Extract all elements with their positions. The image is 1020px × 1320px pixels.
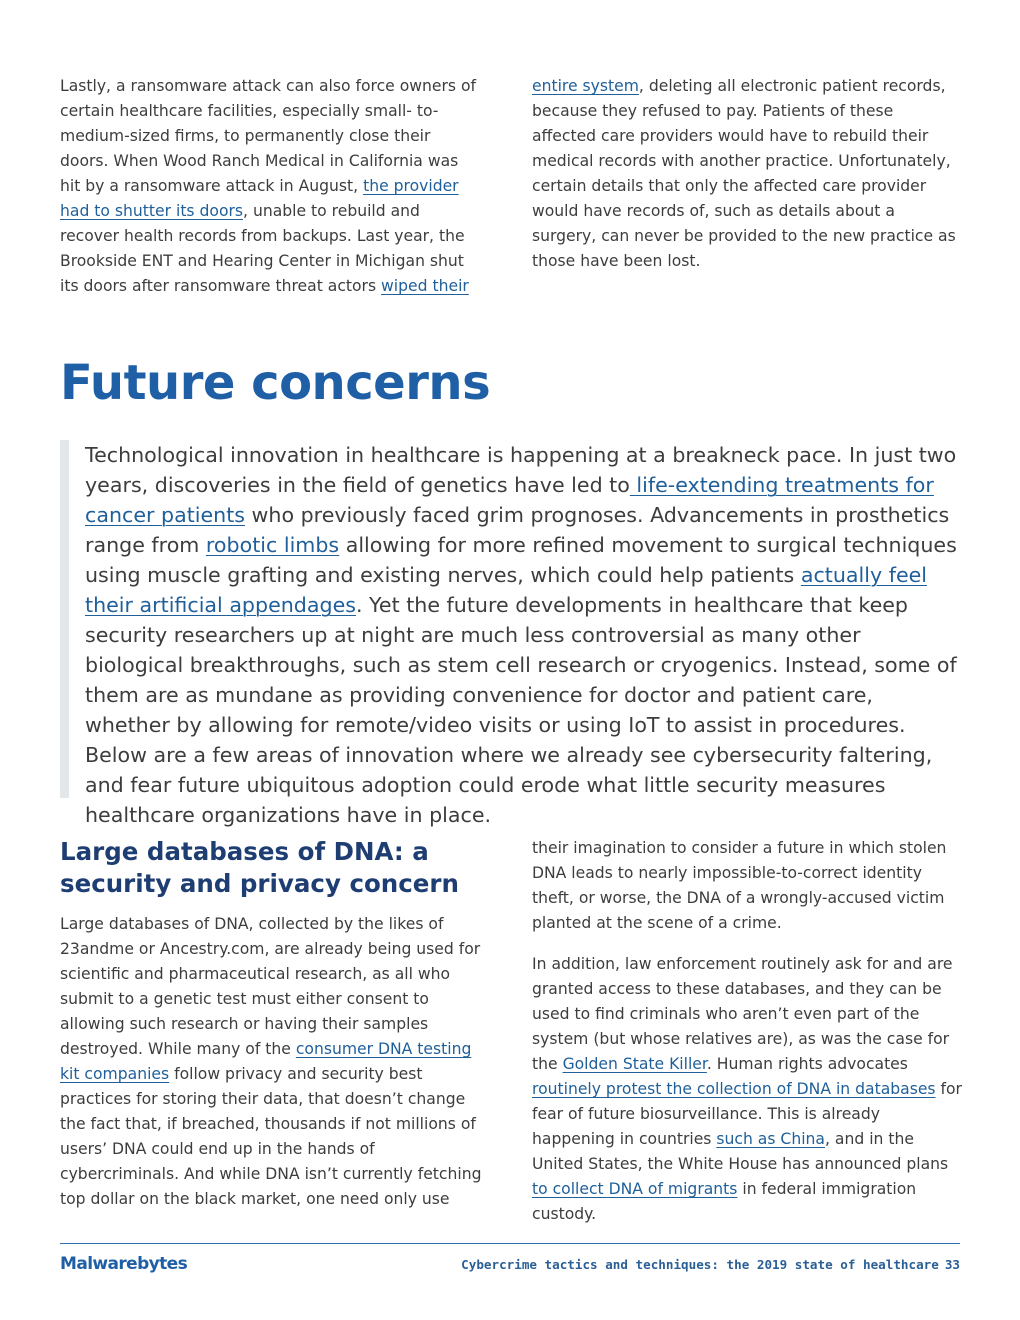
body-text: , deleting all electronic patient records, because they refused to pay. Patients of these affected care providers would have to rebuild their medical records with another practice. Unfortunately, certain details that only the affected care provider would have records of, such as details about a surgery, can never be provided to the new practice as those have been lost.	[532, 77, 956, 270]
quote-text: . Yet the future developments in healthcare that keep security researchers up at night are much less controversial as many other biological breakthroughs, such as stem cell research or cryogenics. Instead, some of them are as mundane as providing convenience for doctor and patient care, whether by allowing for remote/video visits or using IoT to assist in procedures. Below are a few areas of innovation where we already see cybersecurity faltering, and fear future ubiquitous adoption could erode what little security measures healthcare organizations have in place.	[85, 593, 957, 827]
body-text: in federal immigration custody.	[532, 1180, 917, 1223]
link-feel-appendages[interactable]: actually feel their artificial appendages	[85, 563, 928, 617]
dna-right-paragraph-1: their imagination to consider a future in which stolen DNA leads to nearly impossible-to-correct identity theft, or worse, the DNA of a wrongly-accused victim planted at the scene of a crime.	[532, 839, 947, 932]
body-text: for fear of future biosurveillance. This is already happening in countries	[532, 1080, 962, 1148]
link-wiped-system-part2[interactable]: entire system	[532, 77, 639, 95]
link-wiped-system-part1[interactable]: wiped their	[381, 277, 469, 295]
body-text: follow privacy and security best practices for storing their data, that doesn’t change the fact that, if breached, thousands if not millions of users’ DNA could end up in the hands of cybercriminals. And while DNA isn’t currently fetching top dollar on the black market, one need only use	[60, 1065, 482, 1208]
link-golden-state-killer[interactable]: Golden State Killer	[562, 1055, 707, 1073]
body-text: Lastly, a ransomware attack can also force owners of certain healthcare facilities, especially small- to-medium-sized firms, to permanently close their doors. When Wood Ranch Medical in California was hit by a ransomware attack in August,	[60, 77, 476, 195]
quote-text: Technological innovation in healthcare is happening at a breakneck pace. In just two years, discoveries in the field of genetics have led to	[85, 443, 957, 497]
link-collect-dna-migrants[interactable]: to collect DNA of migrants	[532, 1180, 738, 1198]
body-text: , unable to rebuild and recover health records from backups. Last year, the Brookside ENT and Hearing Center in Michigan shut its doors after ransomware threat actors	[60, 202, 465, 295]
link-robotic-limbs[interactable]: robotic limbs	[205, 533, 340, 557]
malwarebytes-logo: Malwarebytes	[60, 1254, 188, 1274]
body-text: Large databases of DNA, collected by the likes of 23andme or Ancestry.com, are already being used for scientific and pharmaceutical research, as all who submit to a genetic test must either consent to allowing such research or having their samples destroyed. While many of the	[60, 915, 481, 1058]
dna-left-paragraph	[60, 912, 488, 1212]
link-provider-shutter[interactable]: the provider had to shutter its doors	[60, 177, 459, 220]
report-title: Cybercrime tactics and techniques: the 2019 state of healthcare	[461, 1257, 939, 1272]
section-title: Future concerns	[60, 355, 491, 411]
body-text: , and in the United States, the White House has announced plans	[532, 1130, 949, 1173]
footer-caption	[400, 1257, 960, 1272]
quote-text: allowing for more refined movement to surgical techniques using muscle grafting and existing nerves, which could help patients	[85, 533, 957, 587]
quote-text: who previously faced grim prognoses. Advancements in prosthetics range from	[85, 503, 950, 557]
link-cancer-treatments[interactable]: life-extending treatments for cancer patients	[85, 473, 934, 527]
pull-quote	[60, 440, 962, 827]
footer-divider	[60, 1243, 960, 1244]
subsection-heading: Large databases of DNA: a security and privacy concern	[60, 837, 459, 898]
intro-right-column	[532, 74, 962, 274]
dna-left-column	[60, 836, 488, 1212]
intro-left-column	[60, 74, 482, 299]
intro-left-paragraph	[60, 74, 482, 299]
dna-right-paragraph-2	[532, 952, 962, 1227]
body-text: . Human rights advocates	[706, 1055, 908, 1073]
dna-right-column	[532, 836, 962, 1227]
intro-right-paragraph	[532, 74, 962, 274]
page-number: 33	[944, 1257, 960, 1272]
link-consumer-dna-companies[interactable]: consumer DNA testing kit companies	[60, 1040, 472, 1083]
body-text: In addition, law enforcement routinely ask for and are granted access to these databases, and they can be used to find criminals who aren’t even part of the system (but whose relatives are), as was the case for the	[532, 955, 953, 1073]
link-such-as-china[interactable]: such as China	[716, 1130, 825, 1148]
link-protest-dna-collection[interactable]: routinely protest the collection of DNA in databases	[532, 1080, 936, 1098]
